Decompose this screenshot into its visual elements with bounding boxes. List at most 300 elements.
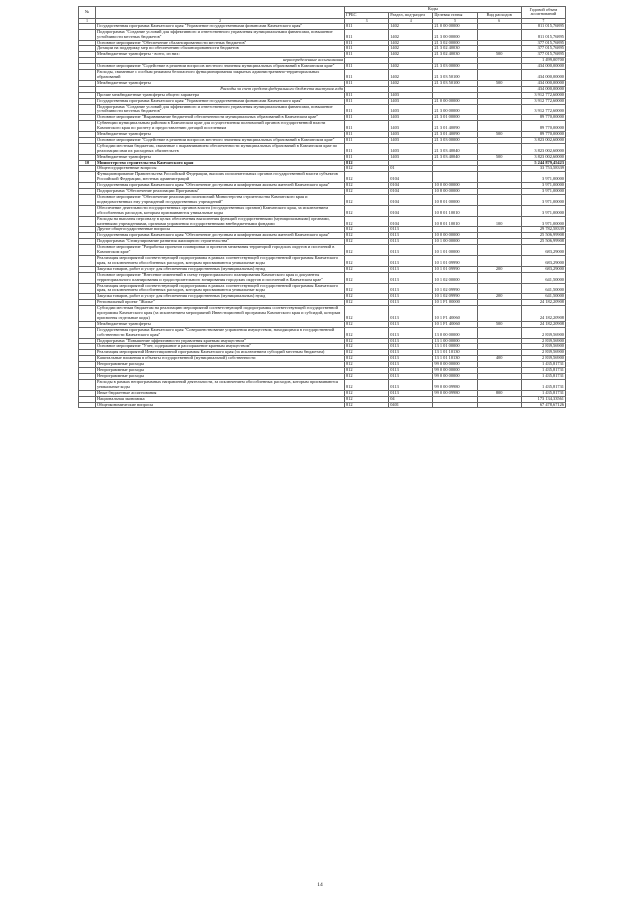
row-grbs: 812: [345, 402, 389, 408]
row-number: [79, 272, 96, 283]
row-target-article: 13 1 00 00000: [433, 338, 477, 344]
row-name: Основное мероприятие "Обеспечение реализации полномочий Министерства строительства Камчатского края и подведомственных ему учреждений государственных учреждений": [96, 195, 345, 206]
table-row: [79, 255, 566, 266]
table-row: [79, 216, 566, 227]
row-grbs: 811: [345, 154, 389, 160]
row-grbs: 811: [345, 132, 389, 138]
row-number: [79, 121, 96, 132]
row-name: Общегосударственные вопросы: [96, 166, 345, 172]
row-razdel: 0113: [389, 379, 433, 390]
row-grbs: 812: [345, 350, 389, 356]
row-grbs: 811: [345, 137, 389, 143]
row-grbs: 812: [345, 283, 389, 294]
row-target-article: 21 3 03 40040: [433, 154, 477, 160]
row-razdel: 1402: [389, 70, 433, 81]
row-amount: 3 823 002,60000: [521, 154, 565, 160]
row-amount: 3 971,00000: [521, 172, 565, 183]
row-grbs: 812: [345, 396, 389, 402]
table-row: [79, 272, 566, 283]
row-name: Подпрограмма "Создание условий для эффективного и ответственного управления муниципальными финансами, повышение устойчивости местных бюджетов": [96, 104, 345, 115]
row-amount: 3 912 772,60000: [521, 104, 565, 115]
row-target-article: 10 1 F1 40060: [433, 321, 477, 327]
row-name: Подпрограмма "Повышение эффективности управления краевым имуществом": [96, 338, 345, 344]
row-amount: 377 015,76895: [521, 40, 565, 46]
row-amount: 2 839,56900: [521, 327, 565, 338]
row-target-article: 10 8 01 10010: [433, 216, 477, 227]
row-target-article: 21 3 01 00000: [433, 115, 477, 121]
row-amount: 5 244 879,45423: [521, 160, 565, 166]
column-number: 2: [96, 18, 345, 23]
row-amount: 29 782,58339: [521, 227, 565, 233]
row-name: Министерство строительства Камчатского края: [96, 160, 345, 166]
table-row: [79, 245, 566, 256]
row-amount: 3 912 772,60000: [521, 92, 565, 98]
row-number: [79, 245, 96, 256]
row-grbs: 811: [345, 23, 389, 29]
row-name: Реализация мероприятий Инвестиционной программы Камчатского края (за исключением субсидий местным бюджетам): [96, 350, 345, 356]
row-razdel: 0113: [389, 321, 433, 327]
row-razdel: 0113: [389, 368, 433, 374]
row-grbs: 812: [345, 172, 389, 183]
row-expense-type: 500: [477, 154, 521, 160]
row-razdel: 1403: [389, 154, 433, 160]
column-number: 1: [79, 18, 96, 23]
header-expense-type: Вид расходов: [477, 12, 521, 18]
table-row: [79, 121, 566, 132]
row-number: [79, 379, 96, 390]
row-expense-type: [477, 402, 521, 408]
row-target-article: 21 3 01 40090: [433, 132, 477, 138]
row-amount: 3 971,00000: [521, 189, 565, 195]
column-number: 5: [433, 18, 477, 23]
row-number: [79, 205, 96, 216]
row-amount: 1 435,81731: [521, 390, 565, 396]
header-codes-group: Коды: [345, 7, 522, 13]
row-expense-type: 800: [477, 390, 521, 396]
row-amount: 89 770,00000: [521, 115, 565, 121]
row-razdel: 1403: [389, 92, 433, 98]
row-expense-type: 500: [477, 52, 521, 58]
row-expense-type: [477, 205, 521, 216]
row-expense-type: 400: [477, 356, 521, 362]
row-target-article: 21 0 00 00000: [433, 23, 477, 29]
row-target-article: 21 3 03 40040: [433, 143, 477, 154]
row-name: Национальная экономика: [96, 396, 345, 402]
row-grbs: 811: [345, 70, 389, 81]
row-amount: 173 134,33561: [521, 396, 565, 402]
row-grbs: 811: [345, 143, 389, 154]
column-number: 7: [521, 18, 565, 23]
row-expense-type: 200: [477, 266, 521, 272]
row-amount: 811 015,76895: [521, 23, 565, 29]
row-expense-type: [477, 172, 521, 183]
row-amount: 67 478,67126: [521, 402, 565, 408]
table-row: [79, 306, 566, 322]
row-name: Субсидии местным бюджетам, связанные с выравниванием обеспеченности муниципальных образований в Камчатском крае по реализации ими их расходных обязательств: [96, 143, 345, 154]
row-amount: 25 506,99908: [521, 233, 565, 239]
row-razdel: 1402: [389, 23, 433, 29]
row-expense-type: [477, 29, 521, 40]
row-grbs: 812: [345, 379, 389, 390]
table-row: [79, 29, 566, 40]
header-sum: Годовой объем ассигнований: [521, 7, 565, 19]
table-row: [79, 205, 566, 216]
row-target-article: 21 3 00 00000: [433, 29, 477, 40]
row-grbs: 812: [345, 321, 389, 327]
row-target-article: 21 3 00 00000: [433, 104, 477, 115]
row-razdel: 0113: [389, 356, 433, 362]
row-target-article: [433, 172, 477, 183]
row-number: [79, 104, 96, 115]
row-amount: 811 015,76895: [521, 29, 565, 40]
row-amount: 434 000,00000: [521, 86, 565, 92]
header-target-article: Целевая статья: [433, 12, 477, 18]
row-grbs: 812: [345, 294, 389, 300]
row-name: нераспределенные ассигнования: [96, 58, 345, 64]
row-razdel: 01: [389, 166, 433, 172]
row-razdel: 0113: [389, 374, 433, 380]
row-name: Закупка товаров, работ и услуг для обеспечения государственных (муниципальных) нужд: [96, 294, 345, 300]
row-amount: 683,29000: [521, 266, 565, 272]
row-grbs: 811: [345, 80, 389, 86]
row-name: Межбюджетные трансферты: [96, 80, 345, 86]
row-target-article: 10 0 00 00000: [433, 233, 477, 239]
row-target-article: 13 0 00 00000: [433, 327, 477, 338]
row-name: Государственная программа Камчатского края "Обеспечение доступным и комфортным жильем жителей Камчатского края": [96, 183, 345, 189]
budget-document: [78, 6, 566, 408]
row-razdel: 0401: [389, 402, 433, 408]
row-name: Основное мероприятие "Внесение изменений в схему территориального планирования Камчатского края и документы территориального планирования и градостроительного зонирования городских округов и поселений в Камчатском крае": [96, 272, 345, 283]
row-amount: 377 015,76895: [521, 52, 565, 58]
row-name: Иные бюджетные ассигнования: [96, 390, 345, 396]
row-razdel: 0113: [389, 344, 433, 350]
table-row: [79, 143, 566, 154]
row-target-article: 10 1 00 00000: [433, 239, 477, 245]
row-amount: 1 435,81731: [521, 374, 565, 380]
row-target-article: 21 3 02 00000: [433, 40, 477, 46]
row-grbs: 812: [345, 216, 389, 227]
row-name: Капитальные вложения в объекты государственной (муниципальной) собственности: [96, 356, 345, 362]
row-name: Межбюджетные трансферты: [96, 321, 345, 327]
row-razdel: 1402: [389, 64, 433, 70]
row-razdel: 0113: [389, 266, 433, 272]
row-expense-type: [477, 283, 521, 294]
row-name: Межбюджетные трансферты: [96, 132, 345, 138]
row-amount: 1 435,81731: [521, 362, 565, 368]
row-amount: 641,50000: [521, 283, 565, 294]
row-razdel: 0113: [389, 233, 433, 239]
row-grbs: 812: [345, 368, 389, 374]
column-number: 3: [345, 18, 389, 23]
row-expense-type: [477, 70, 521, 81]
row-target-article: 21 3 03 50100: [433, 70, 477, 81]
row-amount: 1 499,00700: [521, 58, 565, 64]
row-name: Расходы на выплаты персоналу в целях обеспечения выполнения функций государственными (муниципальными) органами, казенными учреждениями, органами управления государственными внебюджетными фондами: [96, 216, 345, 227]
row-amount: 89 770,00000: [521, 132, 565, 138]
row-name: Закупка товаров, работ и услуг для обеспечения государственных (муниципальных) нужд: [96, 266, 345, 272]
row-amount: 2 839,56900: [521, 356, 565, 362]
row-name: Подпрограмма "Обеспечение реализации Программы": [96, 189, 345, 195]
row-razdel: 0104: [389, 183, 433, 189]
row-amount: 683,29000: [521, 255, 565, 266]
row-razdel: 0104: [389, 216, 433, 227]
row-target-article: 21 3 01 40090: [433, 121, 477, 132]
row-expense-type: 500: [477, 132, 521, 138]
row-expense-type: 500: [477, 321, 521, 327]
row-amount: 3 971,00000: [521, 205, 565, 216]
row-grbs: 812: [345, 205, 389, 216]
row-grbs: 811: [345, 98, 389, 104]
row-target-article: 13 1 01 00000: [433, 344, 477, 350]
table-header: [79, 7, 566, 24]
row-grbs: 812: [345, 255, 389, 266]
row-amount: 641,50000: [521, 272, 565, 283]
row-amount: 1 435,81731: [521, 368, 565, 374]
table-row: [79, 327, 566, 338]
header-razdel: Раздел, под-раздел: [389, 12, 433, 18]
row-amount: 434 000,00000: [521, 80, 565, 86]
row-amount: 33 753,58339: [521, 166, 565, 172]
row-name: Субсидии местным бюджетам на реализацию мероприятий соответствующей подпрограммы соответствующей государственной программы Камчатского края (за исключением мероприятий Инвестиционной программы Камчатского края и субсидий, которым присвоены отдельные коды): [96, 306, 345, 322]
row-amount: 641,50000: [521, 294, 565, 300]
row-number: [79, 402, 96, 408]
row-number: [79, 195, 96, 206]
row-grbs: 811: [345, 104, 389, 115]
table-row: [79, 172, 566, 183]
row-name: Реализация мероприятий соответствующей подпрограммы в рамках соответствующей государственной программы Камчатского края, за исключением обособленных расходов, которым присваиваются уникальные коды: [96, 283, 345, 294]
table-row: [79, 104, 566, 115]
row-grbs: 812: [345, 300, 389, 306]
row-razdel: 1402: [389, 46, 433, 52]
row-name: Основное мероприятие "Разработка проектов планировки и проектов межевания территорий городских округов и поселений в Камчатском крае": [96, 245, 345, 256]
row-razdel: 0113: [389, 239, 433, 245]
row-name: Функционирование Правительства Российской Федерации, высших исполнительных органов государственной власти субъектов Российской Федерации, местных администраций: [96, 172, 345, 183]
row-grbs: 812: [345, 390, 389, 396]
row-name: Дотации на поддержку мер по обеспечению сбалансированности бюджетов: [96, 46, 345, 52]
table-row: [79, 379, 566, 390]
row-razdel: 0113: [389, 255, 433, 266]
row-grbs: 812: [345, 160, 389, 166]
row-amount: 1 435,81731: [521, 379, 565, 390]
table-body: [79, 23, 566, 408]
row-amount: 377 015,76895: [521, 46, 565, 52]
row-name: Подпрограмма "Стимулирование развития жилищного строительства": [96, 239, 345, 245]
row-grbs: 812: [345, 306, 389, 322]
row-number: 10: [79, 160, 96, 166]
row-amount: 25 506,99908: [521, 239, 565, 245]
row-amount: 24 182,20908: [521, 300, 565, 306]
row-target-article: 10 8 01 00000: [433, 195, 477, 206]
row-number: [79, 255, 96, 266]
row-name: Реализация мероприятий соответствующей подпрограммы в рамках соответствующей государственной программы Камчатского края, за исключением обособленных расходов, которым присваиваются уникальные коды: [96, 255, 345, 266]
row-number: [79, 327, 96, 338]
row-name: Основное мероприятие "Содействие в решении вопросов местного значения муниципальных образований в Камчатском крае": [96, 137, 345, 143]
row-target-article: 21 3 03 00000: [433, 64, 477, 70]
row-name: Субвенции муниципальным районам в Камчатском крае для осуществления полномочий органов государственной власти Камчатского края по расчету и предоставлению дотаций поселениям: [96, 121, 345, 132]
header-name: [96, 7, 345, 19]
header-grbs: ГРБС: [345, 12, 389, 18]
header-num: №: [79, 7, 96, 19]
row-grbs: 812: [345, 239, 389, 245]
row-name: Прочие межбюджетные трансферты общего характера: [96, 92, 345, 98]
row-target-article: 10 8 00 00000: [433, 189, 477, 195]
row-number: [79, 172, 96, 183]
row-target-article: 99 0 00 09980: [433, 379, 477, 390]
row-grbs: 812: [345, 338, 389, 344]
row-expense-type: [477, 327, 521, 338]
row-name: Подпрограмма "Создание условий для эффективного и ответственного управления муниципальными финансами, повышение устойчивости местных бюджетов": [96, 29, 345, 40]
row-amount: 3 971,00000: [521, 183, 565, 189]
row-amount: 89 770,00000: [521, 121, 565, 132]
row-amount: 434 000,00000: [521, 64, 565, 70]
row-expense-type: [477, 121, 521, 132]
row-grbs: 812: [345, 195, 389, 206]
row-expense-type: [477, 245, 521, 256]
row-target-article: 10 1 F1 40060: [433, 306, 477, 322]
row-target-article: 99 0 00 00000: [433, 368, 477, 374]
row-amount: 3 971,00000: [521, 216, 565, 227]
row-expense-type: [477, 272, 521, 283]
row-grbs: 812: [345, 266, 389, 272]
row-name: Государственная программа Камчатского края "Управление государственными финансами Камчатского края": [96, 23, 345, 29]
row-name: Региональный проект "Жилье": [96, 300, 345, 306]
row-target-article: 10 1 01 09990: [433, 266, 477, 272]
row-number: [79, 216, 96, 227]
row-razdel: 0113: [389, 300, 433, 306]
row-target-article: 10 1 02 00000: [433, 272, 477, 283]
row-name: Основное мероприятие "Содействие в решении вопросов местного значения муниципальных образований в Камчатском крае": [96, 64, 345, 70]
row-target-article: 10 8 01 10010: [433, 205, 477, 216]
row-razdel: 0113: [389, 227, 433, 233]
row-grbs: 812: [345, 327, 389, 338]
row-razdel: 0113: [389, 306, 433, 322]
row-grbs: 812: [345, 227, 389, 233]
row-grbs: 812: [345, 166, 389, 172]
row-name: Государственная программа Камчатского края "Управление государственными финансами Камчатского края": [96, 98, 345, 104]
table-row: [79, 70, 566, 81]
row-name: Расходы в рамках непрограммных направлений деятельности, за исключением обособленных расходов, которым присваиваются уникальные коды: [96, 379, 345, 390]
row-name: Непрограммные расходы: [96, 374, 345, 380]
row-name: Другие общегосударственные вопросы: [96, 227, 345, 233]
row-grbs: 812: [345, 245, 389, 256]
row-target-article: 99 0 00 00000: [433, 362, 477, 368]
row-name: Государственная программа Камчатского края "Совершенствование управления имуществом, находящимся в государственной собственности Камчатского края": [96, 327, 345, 338]
row-razdel: 1402: [389, 29, 433, 40]
row-grbs: 812: [345, 344, 389, 350]
row-razdel: 0113: [389, 362, 433, 368]
budget-table: [78, 6, 566, 408]
row-target-article: 13 1 01 10130: [433, 350, 477, 356]
row-razdel: 1403: [389, 143, 433, 154]
row-razdel: 0113: [389, 283, 433, 294]
row-razdel: 1403: [389, 115, 433, 121]
row-number: [79, 306, 96, 322]
column-number: 4: [389, 18, 433, 23]
row-amount: 434 000,00000: [521, 70, 565, 81]
row-razdel: 1403: [389, 98, 433, 104]
table-row: [79, 402, 566, 408]
row-amount: 24 182,20908: [521, 306, 565, 322]
row-grbs: 812: [345, 356, 389, 362]
row-target-article: 21 3 03 00000: [433, 137, 477, 143]
row-target-article: 13 1 01 10130: [433, 356, 477, 362]
row-number: [79, 283, 96, 294]
row-grbs: 811: [345, 115, 389, 121]
row-target-article: 21 3 02 40030: [433, 46, 477, 52]
row-grbs: 811: [345, 46, 389, 52]
row-grbs: 812: [345, 233, 389, 239]
row-target-article: 10 0 00 00000: [433, 183, 477, 189]
row-razdel: 0104: [389, 195, 433, 206]
row-target-article: 10 1 01 09990: [433, 255, 477, 266]
row-name: Основное мероприятие "Обеспечение сбалансированности местных бюджетов": [96, 40, 345, 46]
row-amount: 24 182,20908: [521, 321, 565, 327]
row-grbs: 812: [345, 374, 389, 380]
row-grbs: 811: [345, 40, 389, 46]
row-name: Расходы за счет средств федерального бюджета выступая года: [96, 86, 345, 92]
row-razdel: 1403: [389, 132, 433, 138]
row-target-article: 10 1 F1 00000: [433, 300, 477, 306]
row-name: Государственная программа Камчатского края "Обеспечение доступным и комфортным жильем жителей Камчатского края": [96, 233, 345, 239]
row-expense-type: 200: [477, 294, 521, 300]
row-amount: 683,29000: [521, 245, 565, 256]
row-razdel: 0104: [389, 189, 433, 195]
row-razdel: 1403: [389, 121, 433, 132]
row-razdel: 1403: [389, 137, 433, 143]
row-target-article: 99 0 00 09980: [433, 390, 477, 396]
row-name: Основное мероприятие "Выравнивание бюджетной обеспеченности муниципальных образований в Камчатском крае": [96, 115, 345, 121]
row-amount: 3 912 772,60000: [521, 98, 565, 104]
row-target-article: 21 3 03 50100: [433, 80, 477, 86]
row-number: [79, 143, 96, 154]
row-amount: 2 839,56900: [521, 338, 565, 344]
row-expense-type: [477, 104, 521, 115]
row-expense-type: [477, 306, 521, 322]
row-grbs: 812: [345, 183, 389, 189]
row-grbs: 812: [345, 362, 389, 368]
row-amount: 2 839,56900: [521, 350, 565, 356]
row-grbs: 811: [345, 29, 389, 40]
page-number: 14: [317, 882, 323, 888]
row-razdel: 0113: [389, 338, 433, 344]
row-target-article: [433, 402, 477, 408]
row-target-article: 10 1 01 00000: [433, 245, 477, 256]
row-amount: 2 839,56900: [521, 344, 565, 350]
row-amount: 3 823 002,60000: [521, 143, 565, 154]
row-target-article: 10 1 02 09990: [433, 283, 477, 294]
row-grbs: 812: [345, 272, 389, 283]
row-name: Межбюджетные трансферты: [96, 154, 345, 160]
row-expense-type: 500: [477, 80, 521, 86]
row-razdel: 0113: [389, 294, 433, 300]
row-grbs: 811: [345, 121, 389, 132]
row-razdel: 1403: [389, 104, 433, 115]
row-name: Расходы, связанные с особым режимом безопасного функционирования закрытых административно-территориальных образований: [96, 70, 345, 81]
row-expense-type: 100: [477, 216, 521, 227]
row-grbs: 811: [345, 92, 389, 98]
row-razdel: 0113: [389, 350, 433, 356]
row-razdel: 0113: [389, 327, 433, 338]
row-target-article: 21 3 02 40030: [433, 52, 477, 58]
row-name: Обеспечение деятельности государственных органов власти (государственных органов) Камчатского края, за исключением обособленных расходов, которым присваиваются уникальные коды: [96, 205, 345, 216]
row-razdel: 0113: [389, 245, 433, 256]
table-row: [79, 195, 566, 206]
row-razdel: 0104: [389, 205, 433, 216]
table-row: [79, 283, 566, 294]
row-name: Межбюджетные трансферты - всего, из них:: [96, 52, 345, 58]
row-razdel: 1402: [389, 80, 433, 86]
column-number: 6: [477, 18, 521, 23]
